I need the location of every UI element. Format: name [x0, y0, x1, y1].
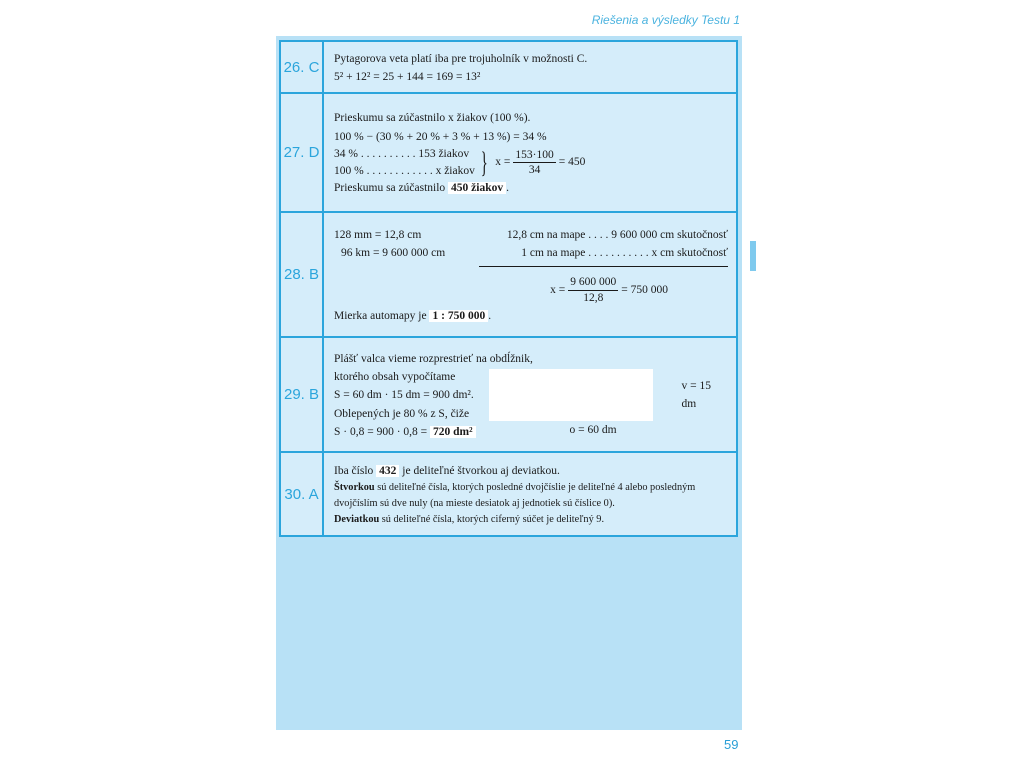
equation [334, 423, 482, 441]
answers-table [279, 40, 738, 537]
explanation-text: Plášť valca vieme rozprestrieť na obdĺžnik, [334, 352, 533, 365]
highlighted-answer: 720 dm² [430, 426, 476, 438]
fraction-calc [334, 275, 728, 305]
highlighted-answer: 1 : 750 000 [429, 310, 488, 322]
proportion-block [334, 146, 728, 179]
rectangle-figure [489, 369, 652, 421]
question-code: 26. C [280, 41, 323, 93]
conclusion-suffix: . [488, 310, 492, 323]
variable-label: x = [495, 156, 511, 169]
answer-body [323, 452, 737, 536]
proportion-line: 34 % . . . . . . . . . . 153 žiakov [334, 148, 470, 161]
divider-line [479, 266, 728, 267]
conclusion-text: Prieskumu sa zúčastnilo [334, 182, 446, 195]
width-label: o = 60 dm [569, 424, 617, 437]
rule-text: sú deliteľné čísla, ktorých posledné dvojčíslie je deliteľné 4 alebo posledným dvojčíslím sú dve nuly (na mieste desiatok aj jednotiek sú číslice 0). [334, 482, 696, 510]
fraction-denominator: 34 [528, 164, 541, 177]
fraction [513, 148, 555, 178]
rule-text: sú deliteľné čísla, ktorých ciferný súčet je deliteľný 9. [381, 514, 605, 526]
unit-conversion: 96 km = 9 600 000 cm [341, 246, 446, 259]
conclusion [334, 307, 728, 325]
explanation-text: ktorého obsah vypočítame [334, 370, 456, 383]
highlighted-answer: 450 žiakov [448, 182, 506, 194]
running-head: Riešenia a výsledky Testu 1 [591, 13, 740, 27]
rule-term: Štvorkou [334, 482, 375, 494]
fraction-denominator: 12,8 [583, 291, 604, 304]
brace-symbol: } [480, 145, 488, 179]
map-ratio-line: 12,8 cm na mape . . . . 9 600 000 cm skutočnosť [506, 228, 728, 241]
conclusion-suffix: . [506, 182, 509, 195]
height-label: v = 15 dm [681, 380, 711, 411]
rule-paragraph [334, 512, 728, 528]
equation-text: S · 0,8 = 900 · 0,8 = [334, 426, 428, 439]
result: = 450 [558, 156, 586, 169]
explanation-text: Pytagorova veta platí iba pre trojuholník v možnosti C. [334, 52, 588, 65]
conclusion [334, 179, 728, 197]
result: = 750 000 [621, 283, 668, 296]
fraction-numerator: 9 600 000 [568, 275, 618, 290]
conclusion [334, 462, 728, 480]
question-code: 29. B [280, 337, 323, 452]
chapter-tab-marker [750, 241, 756, 271]
answer-body [323, 212, 737, 337]
explanation-text: Oblepených je 80 % z S, čiže [334, 407, 470, 420]
rule-paragraph [334, 480, 728, 512]
answer-row-29 [280, 337, 737, 452]
highlighted-answer: 432 [376, 465, 399, 477]
proportion-line: 100 % . . . . . . . . . . . . x žiakov [334, 164, 475, 177]
fraction [568, 275, 618, 305]
fraction-numerator: 153·100 [513, 148, 555, 163]
map-ratio-line: 1 cm na mape . . . . . . . . . . . x cm skutočnosť [521, 246, 728, 259]
answer-row-26 [280, 41, 737, 93]
equation: 100 % − (30 % + 20 % + 3 % + 13 %) = 34 % [334, 130, 547, 143]
conclusion-text: Iba číslo [334, 464, 374, 477]
page-number: 59 [724, 737, 739, 752]
answer-body [323, 337, 737, 452]
unit-conversion: 128 mm = 12,8 cm [334, 228, 422, 241]
variable-label: x = [550, 283, 566, 296]
answer-body [323, 41, 737, 93]
conclusion-text: je deliteľné štvorkou aj deviatkou. [402, 464, 560, 477]
explanation-text: Prieskumu sa zúčastnilo x žiakov (100 %). [334, 112, 531, 125]
equation: 5² + 12² = 25 + 144 = 169 = 13² [334, 71, 481, 83]
answer-row-28 [280, 212, 737, 337]
answer-body [323, 93, 737, 212]
question-code: 27. D [280, 93, 323, 212]
conclusion-text: Mierka automapy je [334, 310, 427, 323]
answer-row-27 [280, 93, 737, 212]
answer-row-30 [280, 452, 737, 536]
question-code: 28. B [280, 212, 323, 337]
question-code: 30. A [280, 452, 323, 536]
rule-term: Deviatkou [334, 514, 380, 526]
equation: S = 60 dm · 15 dm = 900 dm². [334, 389, 474, 402]
